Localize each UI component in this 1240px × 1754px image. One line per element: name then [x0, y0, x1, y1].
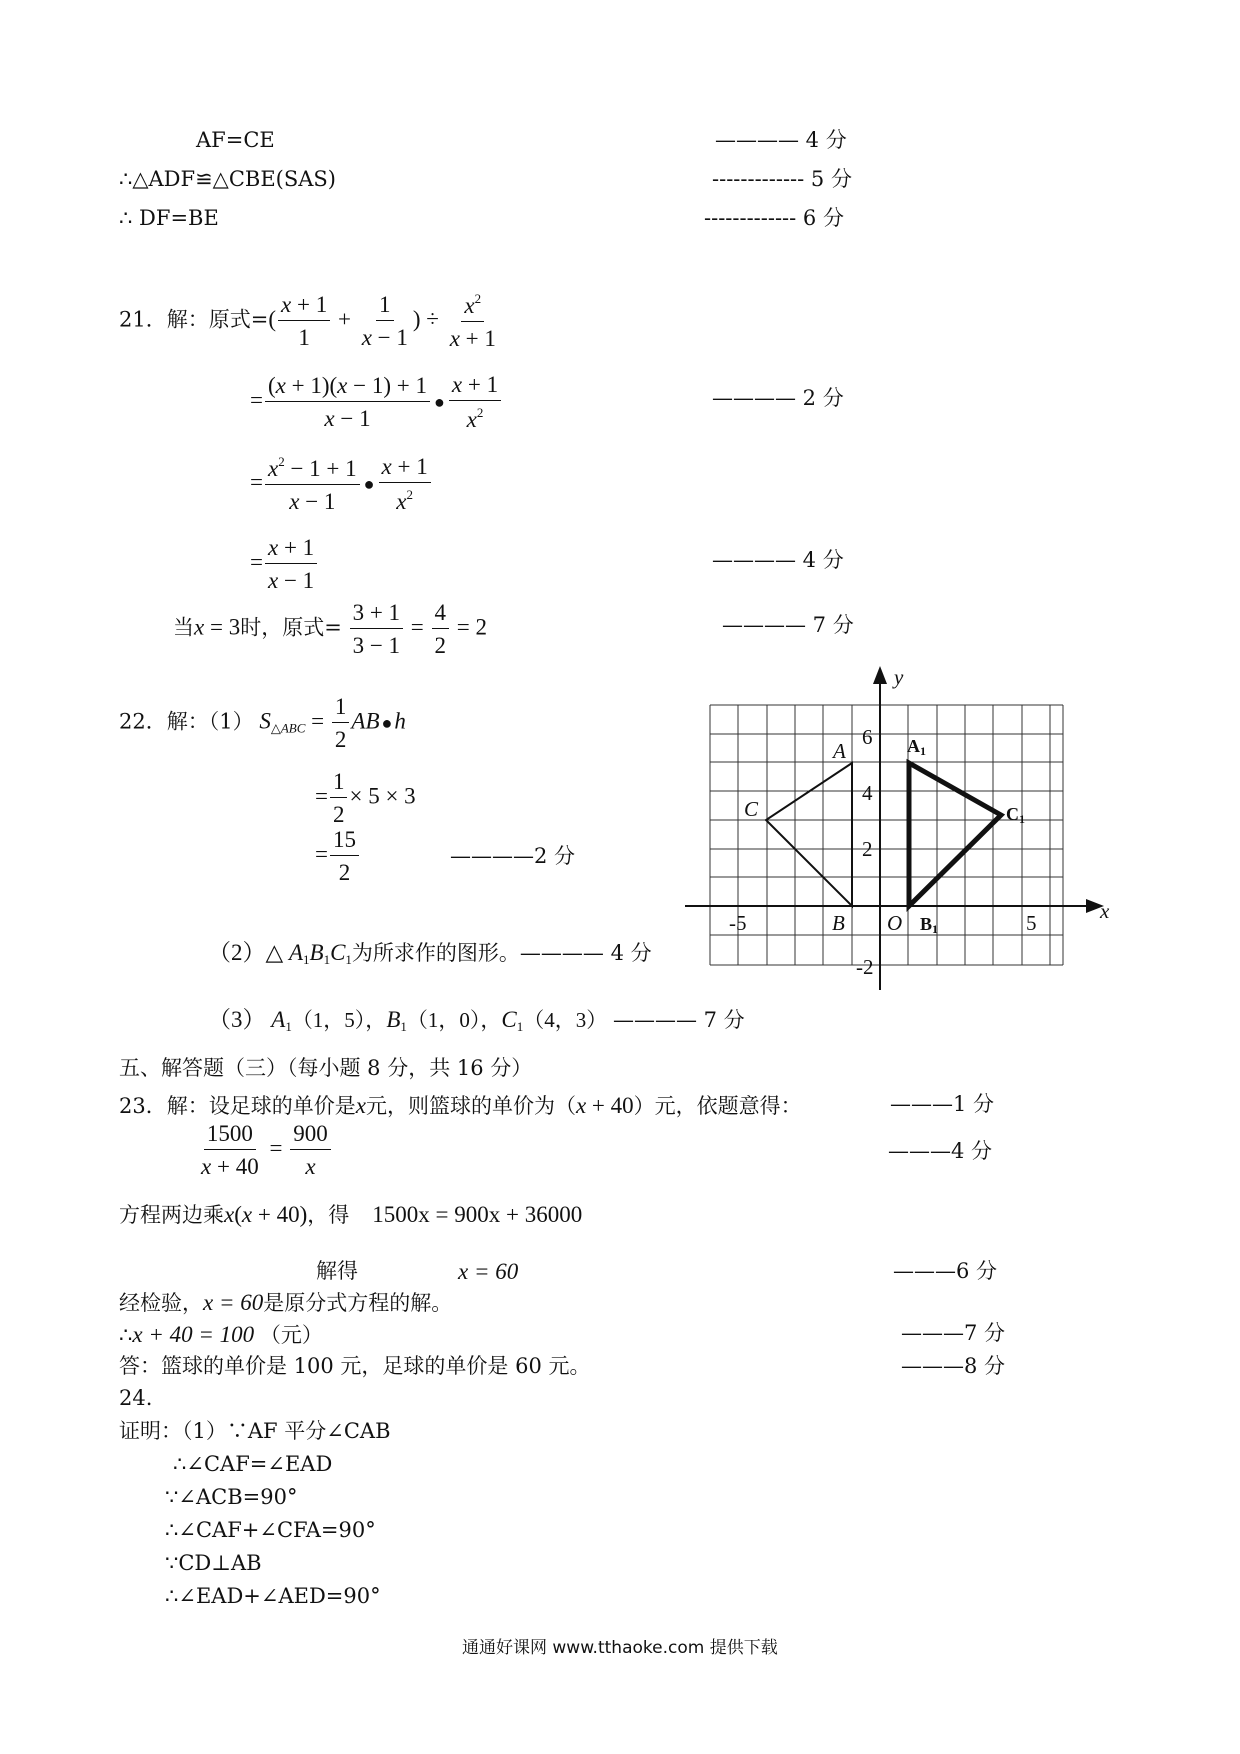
fraction: $\frac{x + 1}{x^2}$: [449, 373, 501, 431]
score-label: ———8 分: [901, 1354, 1006, 1378]
q22-label: 22．解：（1）: [119, 709, 254, 734]
q24-label: 24.: [119, 1386, 153, 1410]
proof-line: ∴△ADF≌△CBE(SAS): [119, 167, 336, 191]
x-axis-label: x: [1100, 899, 1110, 923]
score-label: ———— 7 分: [722, 613, 854, 637]
x-tick-label: -5: [729, 911, 747, 935]
q21-step2: = $\frac{x^2 - 1 + 1}{x - 1}$ ● $\frac{x + 1}{x^2}$: [250, 455, 433, 513]
point-label-a: A: [833, 739, 846, 763]
fraction: $\frac{3 + 1}{3 - 1}$: [350, 601, 403, 657]
point-label-c: C: [744, 797, 759, 821]
fraction: $\frac{(x + 1)(x - 1) + 1}{x - 1}$: [265, 374, 430, 430]
y-tick-label: 2: [862, 837, 873, 861]
fraction: $\frac{4}{2}$: [432, 601, 450, 657]
q21-line1: 21．解：原式=( $\frac{x + 1}{1}$ + $\frac{1}{x - 1}$ ) ÷ $\frac{x^2}{x + 1}$: [119, 292, 501, 350]
q22-step2: = $\frac{1}{2}$ × 5 × 3: [315, 769, 416, 827]
q22-part2: （2）△ A1B1C1为所求作的图形。———— 4 分: [208, 940, 652, 967]
fraction: $\frac{900}{x}$: [290, 1122, 331, 1178]
y-tick-label: 6: [862, 725, 873, 749]
fraction: $\frac{x^2}{x + 1}$: [449, 291, 496, 351]
q22-part3: （3） A1（1，5），B1（1，0），C1（4，3） ———— 7 分: [208, 1007, 745, 1034]
score-label: ———— 4 分: [712, 548, 844, 572]
q22-step3: = $\frac{15}{2}$: [315, 828, 361, 884]
y-axis-label: y: [894, 665, 904, 689]
score-label: ———— 2 分: [712, 386, 844, 410]
q23-equation: $\frac{1500}{x + 40}$ = $\frac{900}{x}$: [196, 1122, 333, 1178]
score-label: ———4 分: [888, 1139, 993, 1163]
q23-solve-label: 解得: [316, 1259, 358, 1283]
fraction: $\frac{x + 1}{x - 1}$: [265, 536, 317, 592]
point-label-b: B: [832, 911, 845, 935]
q23-check: 经检验，x = 60是原分式方程的解。: [119, 1290, 453, 1315]
score-label: ———6 分: [893, 1259, 998, 1283]
fraction: $\frac{1}{2}$: [332, 695, 350, 751]
q23-multiply: 方程两边乘x(x + 40)，得 1500x = 900x + 36000: [119, 1202, 583, 1227]
origin-label: O: [887, 911, 903, 935]
triangle-a1b1c1: [909, 763, 1001, 906]
score-label: ————2 分: [450, 844, 576, 868]
fraction: $\frac{1}{x - 1}$: [361, 292, 408, 350]
score-label: ------------- 5 分: [712, 167, 852, 191]
point-label-b1: B1: [920, 914, 939, 936]
point-label-a1: A1: [907, 736, 926, 758]
y-tick-label: -2: [856, 955, 874, 979]
footer-text: 通通好课网 www.tthaoke.com 提供下载: [462, 1638, 778, 1658]
q23-solve: x = 60: [458, 1259, 519, 1284]
q21-final: 当x = 3时，原式= $\frac{3 + 1}{3 - 1}$ = $\frac{4}{2}$ = 2: [173, 600, 488, 658]
proof-line: ∴∠CAF=∠EAD: [173, 1452, 333, 1476]
fraction: $\frac{x + 1}{x^2}$: [379, 455, 431, 513]
triangle-abc: [766, 763, 852, 906]
q21-step3: = $\frac{x + 1}{x - 1}$: [250, 536, 319, 592]
fraction: $\frac{15}{2}$: [330, 828, 359, 884]
proof-line: ∴∠EAD+∠AED=90°: [165, 1584, 381, 1608]
proof-line: ∴ DF=BE: [119, 206, 219, 230]
q23-line1: 23．解：设足球的单价是x元，则篮球的单价为（x + 40）元，依题意得：: [119, 1093, 802, 1118]
fraction: $\frac{x + 1}{1}$: [278, 293, 330, 349]
proof-line: ∵CD⊥AB: [165, 1551, 262, 1575]
score-label: ------------- 6 分: [704, 206, 844, 230]
q22-line1: 22．解：（1） S△ABC = $\frac{1}{2}$ AB ●h: [119, 694, 406, 752]
score-label: ———— 4 分: [715, 128, 847, 152]
section-title: 五、解答题（三）（每小题 8 分，共 16 分）: [119, 1056, 533, 1080]
fraction: $\frac{1}{2}$: [330, 770, 348, 826]
proof-line: 证明：（1）∵AF 平分∠CAB: [119, 1419, 391, 1443]
fraction: $\frac{1500}{x + 40}$: [201, 1121, 259, 1179]
proof-line: ∴∠CAF+∠CFA=90°: [165, 1518, 376, 1542]
q21-label: 21．解：原式=: [119, 307, 269, 332]
y-axis-arrow-icon: [873, 666, 887, 684]
q23-therefore: ∴x + 40 = 100 （元）: [119, 1322, 323, 1347]
proof-line: ∵∠ACB=90°: [165, 1485, 298, 1509]
axes: [685, 680, 1090, 990]
proof-line: AF=CE: [196, 128, 275, 152]
score-label: ———7 分: [901, 1321, 1006, 1345]
q23-answer: 答：篮球的单价是 100 元，足球的单价是 60 元。: [119, 1354, 591, 1378]
coordinate-grid-figure: [680, 660, 1120, 1000]
y-tick-label: 4: [862, 781, 873, 805]
point-label-c1: C1: [1006, 804, 1025, 826]
fraction: $\frac{x^2 - 1 + 1}{x - 1}$: [265, 455, 360, 513]
q21-step1: = $\frac{(x + 1)(x - 1) + 1}{x - 1}$ ● $\frac{x + 1}{x^2}$: [250, 373, 503, 431]
score-label: ———1 分: [890, 1092, 995, 1116]
x-tick-label: 5: [1026, 911, 1037, 935]
